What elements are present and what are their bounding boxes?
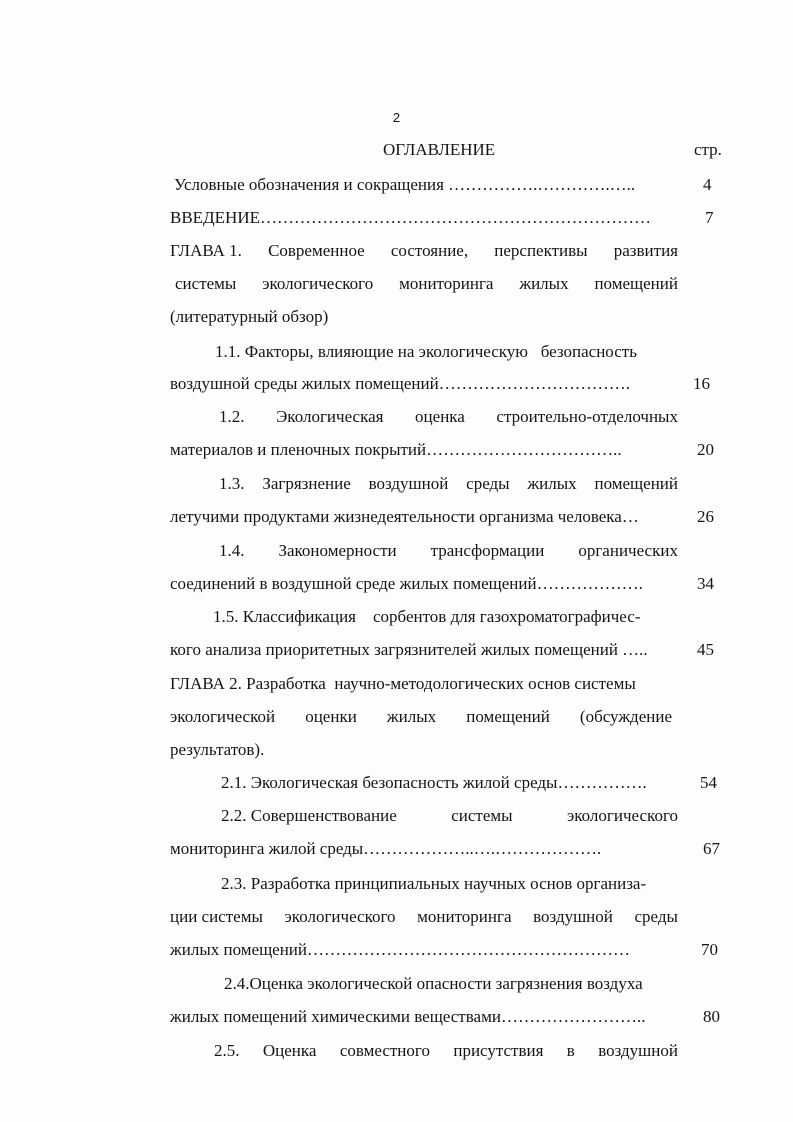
toc-section-line: летучими продуктами жизнедеятельности организма человека… [170, 507, 639, 526]
toc-section-line: жилых помещений………………………………………………… [170, 940, 631, 959]
toc-section-line: 2.5. Оценка совместного присутствия в воздушной [214, 1041, 678, 1060]
page-number: 2 [392, 110, 401, 125]
toc-entry-page: 70 [701, 940, 718, 959]
toc-section-line: 1.5. Классификация сорбентов для газохроматографичес- [213, 607, 641, 626]
toc-section-line: 1.3. Загрязнение воздушной среды жилых помещений [219, 474, 678, 493]
toc-section-line: мониторинга жилой среды………………..….………………. [170, 839, 602, 858]
toc-entry-page: 20 [697, 440, 714, 459]
toc-entry-page: 54 [700, 773, 717, 792]
toc-entry-page: 26 [697, 507, 714, 526]
toc-section-line: 2.4.Оценка экологической опасности загрязнения воздуха [224, 974, 643, 993]
toc-section-line: ции системы экологического мониторинга воздушной среды [170, 907, 678, 926]
toc-chapter-line: ГЛАВА 1. Современное состояние, перспективы развития [170, 241, 678, 260]
toc-entry-line: ВВЕДЕНИЕ…………………………………………………………… [170, 208, 651, 227]
toc-section-line: 2.3. Разработка принципиальных научных основ организа- [221, 874, 647, 893]
toc-section-line: жилых помещений химическими веществами…………………….. [170, 1007, 646, 1026]
toc-title: ОГЛАВЛЕНИЕ [383, 140, 496, 159]
pages-column-label: стр. [694, 140, 722, 159]
toc-chapter-line: системы экологического мониторинга жилых помещений [175, 274, 678, 293]
toc-chapter-line: (литературный обзор) [170, 307, 329, 326]
toc-entry-page: 67 [703, 839, 720, 858]
toc-entry-page: 7 [705, 208, 714, 227]
toc-chapter-line: ГЛАВА 2. Разработка научно-методологических основ системы [170, 674, 636, 693]
toc-entry-page: 80 [703, 1007, 720, 1026]
toc-section-line: соединений в воздушной среде жилых помещений………………. [170, 574, 643, 593]
toc-section-line: воздушной среды жилых помещений……………………………. [170, 374, 630, 393]
toc-entry-page: 34 [697, 574, 714, 593]
toc-entry-page: 16 [693, 374, 710, 393]
toc-section-line: 2.2. Совершенствование системы экологического [221, 806, 678, 825]
toc-section-line: 1.4. Закономерности трансформации органических [219, 541, 678, 560]
toc-chapter-line: результатов). [170, 740, 265, 759]
toc-section-line: 1.2. Экологическая оценка строительно-отделочных [219, 407, 678, 426]
toc-section-line: кого анализа приоритетных загрязнителей жилых помещений ….. [170, 640, 648, 659]
toc-entry-line: Условные обозначения и сокращения …………….………….….. [174, 175, 636, 194]
toc-section-line: 1.1. Факторы, влияющие на экологическую безопасность [215, 342, 637, 361]
toc-entry-page: 4 [703, 175, 712, 194]
toc-chapter-line: экологической оценки жилых помещений (обсуждение [170, 707, 672, 726]
toc-section-line: 2.1. Экологическая безопасность жилой среды……………. [221, 773, 647, 792]
toc-entry-page: 45 [697, 640, 714, 659]
toc-section-line: материалов и пленочных покрытий…………………………….. [170, 440, 622, 459]
